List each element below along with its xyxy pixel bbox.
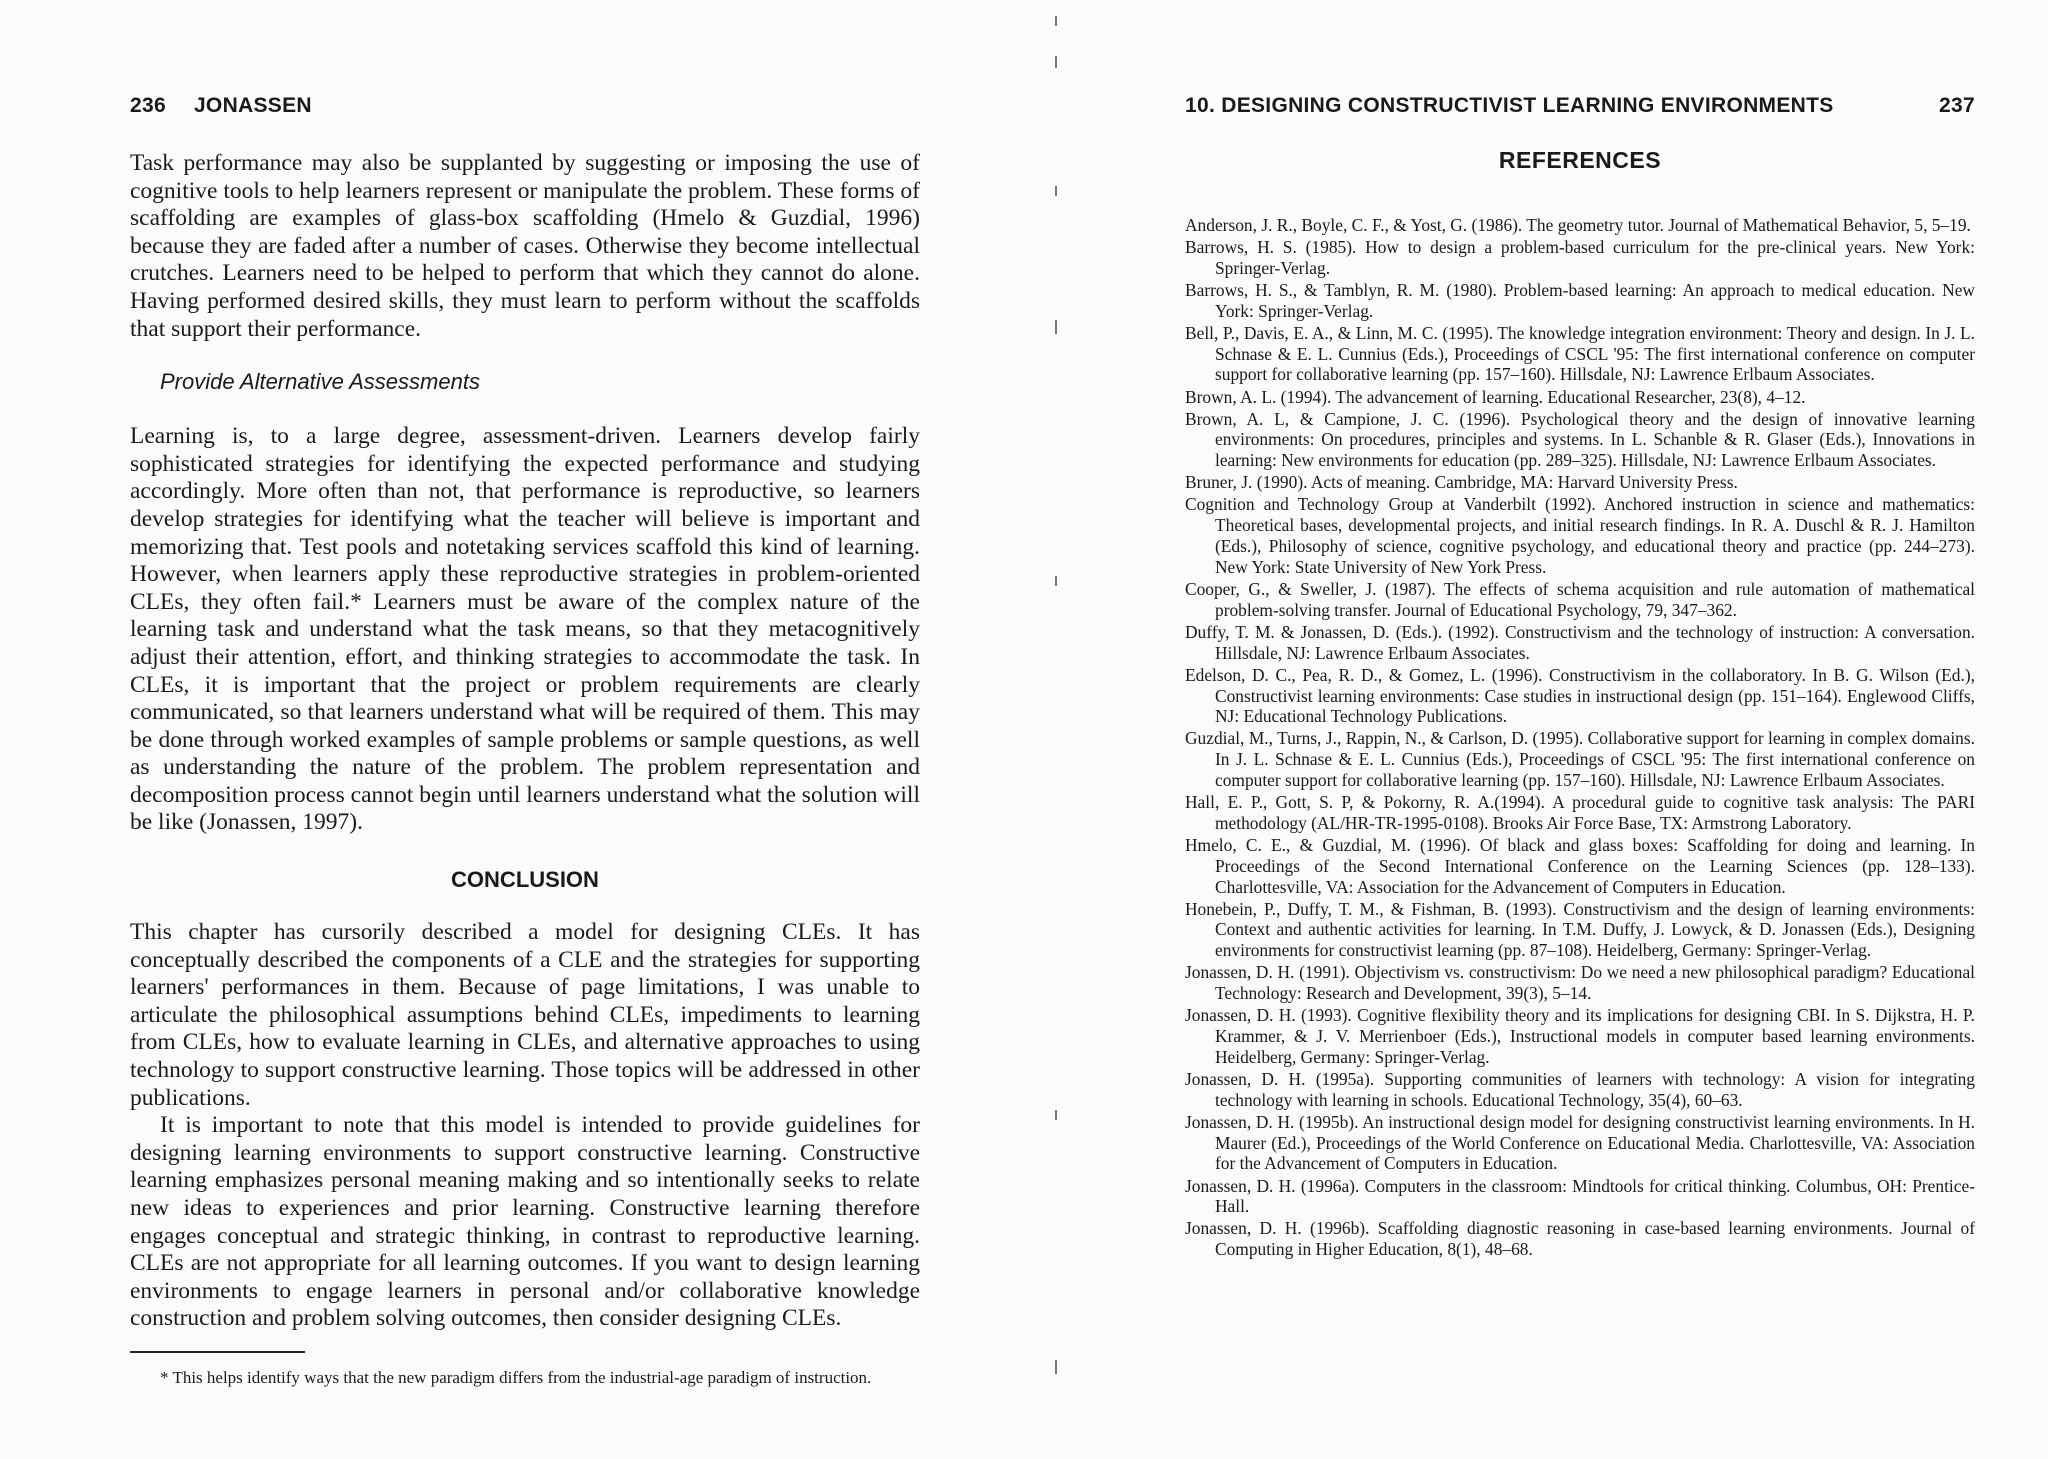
paragraph-conclusion-2: It is important to note that this model is intended to provide guidelines for designing learning environments to support constructive learning. Constructive learning emphasizes personal meaning making and so intentionally seeks to relate new ideas to experiences and prior learning. Constructive learning therefore engages conceptual and strategic thinking, in contrast to reproductive learning. CLEs are not appropriate for all learning outcomes. If you want to design learning environments to engage learners in personal and/or collaborative knowledge construction and problem solving outcomes, then consider designing CLEs. bbox=[130, 1112, 920, 1332]
reference-entry: Edelson, D. C., Pea, R. D., & Gomez, L. (1996). Constructivism in the collaboratory. In B. G. Wilson (Ed.), Constructivist learning environments: Case studies in instructional design (pp. 151–164). Englewood Cliffs, NJ: Educational Technology Publications. bbox=[1185, 664, 1975, 727]
right-page bbox=[1185, 0, 1975, 1459]
footnote-rule bbox=[130, 1351, 305, 1353]
reference-entry: Barrows, H. S. (1985). How to design a problem-based curriculum for the pre-clinical years. New York: Springer-Verlag. bbox=[1185, 237, 1975, 278]
reference-entry: Cooper, G., & Sweller, J. (1987). The effects of schema acquisition and rule automation of mathematical problem-solving transfer. Journal of Educational Psychology, 79, 347–362. bbox=[1185, 578, 1975, 620]
paragraph-conclusion-1: This chapter has cursorily described a model for designing CLEs. It has conceptually described the components of a CLE and the strategies for supporting learners' performances in them. Because of page limitations, I was unable to articulate the philosophical assumptions behind CLEs, impediments to learning from CLEs, how to evaluate learning in CLEs, and alternative approaches to using technology to support constructive learning. Those topics will be addressed in other publications. bbox=[130, 919, 920, 1111]
reference-entry: Jonassen, D. H. (1991). Objectivism vs. constructivism: Do we need a new philosophical paradigm? Educational Technology: Research and Development, 39(3), 5–14. bbox=[1185, 962, 1975, 1004]
reference-list bbox=[1185, 215, 1975, 1261]
author-running-head: JONASSEN bbox=[193, 94, 312, 117]
gutter-mark bbox=[1055, 1110, 1057, 1120]
reference-entry: Jonassen, D. H. (1996b). Scaffolding diagnostic reasoning in case-based learning environments. Journal of Computing in Higher Education, 8(1), 48–68. bbox=[1185, 1218, 1975, 1260]
chapter-running-head: 10. DESIGNING CONSTRUCTIVIST LEARNING ENVIRONMENTS bbox=[1185, 94, 1834, 117]
gutter-mark bbox=[1055, 16, 1057, 26]
reference-entry: Cognition and Technology Group at Vanderbilt (1992). Anchored instruction in science and mathematics: Theoretical bases, developmental projects, and initial research findings. In R. A. Duschl & R. J. Hamilton (Eds.), Philosophy of science, cognitive psychology, and educational theory and practice (pp. 244–273). New York: State University of New York Press. bbox=[1185, 494, 1975, 577]
left-body-text bbox=[130, 150, 920, 1333]
page-number-left: 236 bbox=[130, 94, 166, 117]
gutter-mark bbox=[1055, 320, 1057, 334]
gutter-mark bbox=[1055, 576, 1057, 586]
reference-entry: Duffy, T. M. & Jonassen, D. (Eds.). (1992). Constructivism and the technology of instruction: A conversation. Hillsdale, NJ: Lawrence Erlbaum Associates. bbox=[1185, 621, 1975, 663]
reference-entry: Hall, E. P., Gott, S. P, & Pokorny, R. A.(1994). A procedural guide to cognitive task analysis: The PARI methodology (AL/HR-TR-1995-0108). Brooks Air Force Base, TX: Armstrong Laboratory. bbox=[1185, 792, 1975, 833]
reference-entry: Jonassen, D. H. (1993). Cognitive flexibility theory and its implications for designing CBI. In S. Dijkstra, H. P. Krammer, & J. V. Merrienboer (Eds.), Instructional models in computer based learning environments. Heidelberg, Germany: Springer-Verlag. bbox=[1185, 1005, 1975, 1067]
running-head-left bbox=[130, 94, 312, 118]
running-head-right bbox=[1185, 94, 1975, 118]
subheading-alternative-assessments: Provide Alternative Assessments bbox=[160, 369, 480, 395]
reference-entry: Hmelo, C. E., & Guzdial, M. (1996). Of black and glass boxes: Scaffolding for doing and learning. In Proceedings of the Second International Conference on the Learning Sciences (pp. 128–133). Charlottesville, VA: Association for the Advancement of Computers in Education. bbox=[1185, 834, 1975, 897]
reference-entry: Bruner, J. (1990). Acts of meaning. Cambridge, MA: Harvard University Press. bbox=[1185, 472, 1738, 493]
gutter-mark bbox=[1055, 186, 1057, 196]
reference-entry: Jonassen, D. H. (1995a). Supporting communities of learners with technology: A vision for integrating technology with learning in schools. Educational Technology, 35(4), 60–63. bbox=[1185, 1068, 1975, 1110]
left-page bbox=[130, 0, 920, 1459]
reference-entry: Anderson, J. R., Boyle, C. F., & Yost, G. (1986). The geometry tutor. Journal of Mathematical Behavior, 5, 5–19. bbox=[1185, 215, 1971, 235]
reference-entry: Barrows, H. S., & Tamblyn, R. M. (1980). Problem-based learning: An approach to medical education. New York: Springer-Verlag. bbox=[1185, 279, 1975, 321]
references-heading: REFERENCES bbox=[1498, 147, 1662, 173]
paragraph-assessment: Learning is, to a large degree, assessment-driven. Learners develop fairly sophisticated strategies for identifying the expected performance and studying accordingly. More often than not, that performance is reproductive, so learners develop strategies for identifying what the teacher will believe is important and memorizing that. Test pools and notetaking services scaffold this kind of learning. However, when learners apply these reproductive strategies in problem-oriented CLEs, they often fail.* Learners must be aware of the complex nature of the learning task and understand what the task means, so that they metacognitively adjust their attention, effort, and thinking strategies to accommodate the task. In CLEs, it is important that the project or problem requirements are clearly communicated, so that learners understand what will be required of them. This may be done through worked examples of sample problems or sample questions, as well as understanding the nature of the problem. The problem representation and decomposition process cannot begin until learners understand what the solution will be like (Jonassen, 1997). bbox=[130, 423, 920, 836]
gutter-mark bbox=[1055, 56, 1057, 68]
paragraph-scaffolding: Task performance may also be supplanted by suggesting or imposing the use of cognitive tools to help learners represent or manipulate the problem. These forms of scaffolding are examples of glass-box scaffolding (Hmelo & Guzdial, 1996) because they are faded after a number of cases. Otherwise they become intellectual crutches. Learners need to be helped to perform that which they cannot do alone. Having performed desired skills, they must learn to perform without the scaffolds that support their performance. bbox=[130, 150, 920, 342]
reference-entry: Bell, P., Davis, E. A., & Linn, M. C. (1995). The knowledge integration environment: Theory and design. In J. L. Schnase & E. L. Cunnius (Eds.), Proceedings of CSCL '95: The first international conference on computer support for collaborative learning (pp. 157–160). Hillsdale, NJ: Lawrence Erlbaum Associates. bbox=[1185, 322, 1975, 385]
gutter-mark bbox=[1055, 1360, 1057, 1374]
reference-entry: Brown, A. L. (1994). The advancement of learning. Educational Researcher, 23(8), 4–12. bbox=[1185, 386, 1806, 407]
reference-entry: Honebein, P., Duffy, T. M., & Fishman, B. (1993). Constructivism and the design of learning environments: Context and authentic activities for learning. In T.M. Duffy, J. Lowyck, & D. Jonassen (Eds.), Designing environments for constructivist learning (pp. 87–108). Heidelberg, Germany: Springer-Verlag. bbox=[1185, 898, 1975, 961]
footnote: * This helps identify ways that the new paradigm differs from the industrial-age paradigm of instruction. bbox=[160, 1368, 872, 1387]
section-heading-conclusion: CONCLUSION bbox=[451, 867, 599, 893]
reference-entry: Jonassen, D. H. (1995b). An instructional design model for designing constructivist learning environments. In H. Maurer (Ed.), Proceedings of the World Conference on Educational Media. Charlottesville, VA: Association for the Advancement of Computers in Education. bbox=[1185, 1111, 1975, 1174]
page-number-right: 237 bbox=[1939, 94, 1975, 117]
reference-entry: Guzdial, M., Turns, J., Rappin, N., & Carlson, D. (1995). Collaborative support for learning in complex domains. In J. L. Schnase & E. L. Cunnius (Eds.), Proceedings of CSCL '95: The first international conference on computer support for collaborative learning (pp. 157–160). Hillsdale, NJ: Lawrence Erlbaum Associates. bbox=[1185, 728, 1975, 790]
reference-entry: Jonassen, D. H. (1996a). Computers in the classroom: Mindtools for critical thinking. Columbus, OH: Prentice-Hall. bbox=[1185, 1175, 1975, 1217]
reference-entry: Brown, A. L, & Campione, J. C. (1996). Psychological theory and the design of innovative learning environments: On procedures, principles and systems. In L. Schanble & R. Glaser (Eds.), Innovations in learning: New environments for education (pp. 289–325). Hillsdale, NJ: Lawrence Erlbaum Associates. bbox=[1185, 408, 1975, 471]
